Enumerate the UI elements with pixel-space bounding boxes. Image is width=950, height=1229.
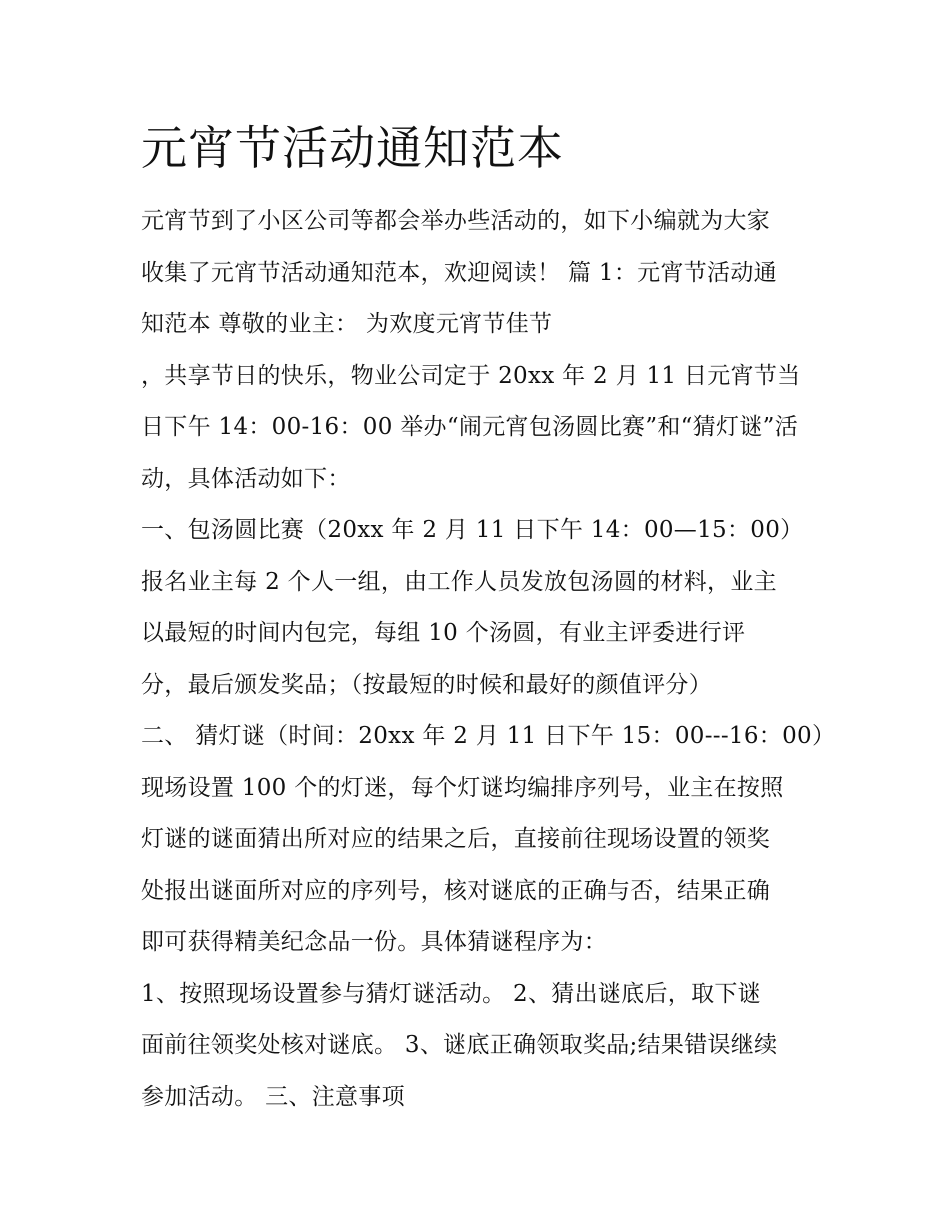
body-line: 分，最后颁发奖品；（按最短的时候和最好的颜值评分） (141, 671, 712, 698)
body-line: 处报出谜面所对应的序列号，核对谜底的正确与否，结果正确 (141, 877, 771, 904)
body-line: 现场设置 100 个的灯迷，每个灯谜均编排序列号，业主在按照 (141, 774, 784, 801)
body-line: 即可获得精美纪念品一份。具体猜谜程序为： (141, 929, 607, 955)
body-line: 参加活动。 三、注意事项 (141, 1083, 405, 1110)
body-line: 日下午 14：00-16：00 举办“闹元宵包汤圆比赛”和“猜灯谜”活 (141, 414, 798, 440)
body-line: ，共享节日的快乐，物业公司定于 20xx 年 2 月 11 日元宵节当 (141, 362, 801, 389)
body-line: 1、按照现场设置参与猜灯谜活动。 2、猜出谜底后，取下谜 (141, 980, 761, 1007)
body-line: 元宵节到了小区公司等都会举办些活动的，如下小编就为大家 (141, 208, 771, 234)
body-line: 知范本 尊敬的业主： 为欢度元宵节佳节 (141, 311, 553, 337)
section-heading: 二、 猜灯谜（时间：20xx 年 2 月 11 日下午 15：00---16：00） (141, 723, 836, 749)
document-title: 元宵节活动通知范本 (141, 121, 564, 175)
body-line: 报名业主每 2 个人一组，由工作人员发放包汤圆的材料，业主 (141, 568, 777, 595)
body-line: 以最短的时间内包完，每组 10 个汤圆，有业主评委进行评 (141, 620, 746, 646)
body-line: 动，具体活动如下： (141, 465, 351, 492)
body-line: 灯谜的谜面猜出所对应的结果之后，直接前往现场设置的领奖 (141, 826, 771, 852)
document-body (141, 196, 836, 1123)
body-line: 收集了元宵节活动通知范本，欢迎阅读！ 篇 1：元宵节活动通 (141, 259, 777, 286)
section-heading: 一、包汤圆比赛（20xx 年 2 月 11 日下午 14：00—15：00） (141, 517, 804, 543)
body-line: 面前往领奖处核对谜底。 3、谜底正确领取奖品;结果错误继续 (141, 1032, 778, 1058)
